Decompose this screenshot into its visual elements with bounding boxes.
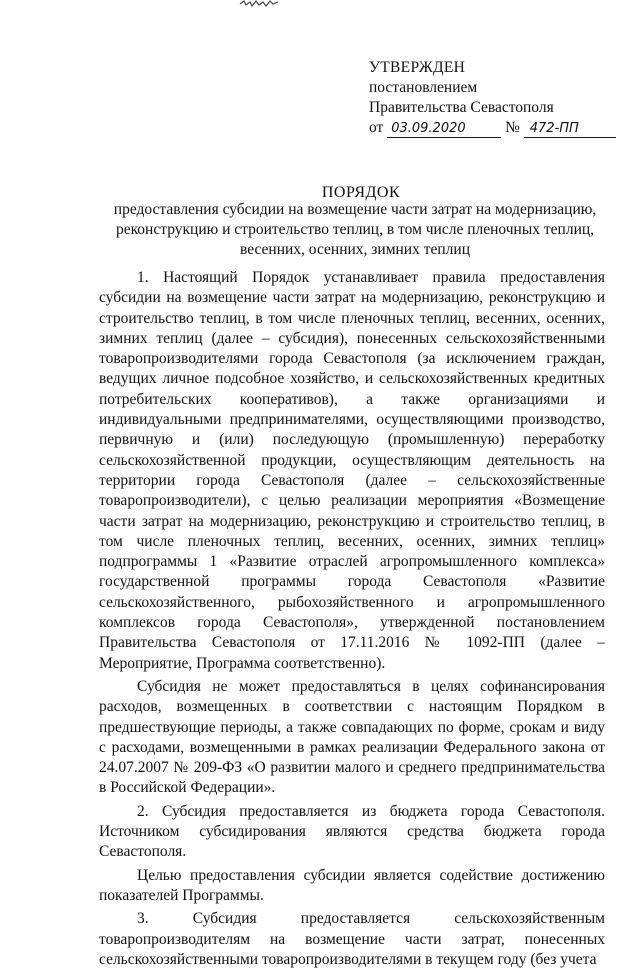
approval-date-line	[369, 118, 619, 138]
paragraph: Субсидия не может предоставляться в целях софинансирования расходов, возмещенных в соответствии с настоящим Порядком в предшествующие периоды, а также совпадающих по форме, срокам и виду с расходами, возмещенными в рамках реализации Федерального закона от 24.07.2007 № 209-ФЗ «О развитии малого и среднего предпринимательства в Российской Федерации».	[99, 677, 605, 797]
approval-line-2: Правительства Севастополя	[369, 99, 554, 116]
approval-line-1: постановлением	[369, 79, 478, 96]
document-body	[99, 268, 605, 973]
paragraph: 1. Настоящий Порядок устанавливает правила предоставления субсидии на возмещение части затрат на модернизацию, реконструкцию и строительство теплиц, в том числе пленочных теплиц, весенних, осенних, зимних теплиц (далее – субсидия), понесенных сельскохозяйственными товаропроизводителями города Севастополя (за исключением граждан, ведущих личное подсобное хозяйство, и сельскохозяйственных кредитных потребительских кооперативов), а также организациями и индивидуальными предпринимателями, осуществляющими производство, первичную и (или) последующую (промышленную) переработку сельскохозяйственной продукции, осуществляющим деятельность на территории города Севастополя (далее – сельскохозяйственные товаропроизводители), с целью реализации мероприятия «Возмещение части затрат на модернизацию, реконструкцию и строительство теплиц, в том числе пленочных теплиц, весенних, осенних, зимних теплиц» подпрограммы 1 «Развитие отраслей агропромышленного комплекса» государственной программы города Севастополя «Развитие сельскохозяйственного, рыбохозяйственного и агропромышленного комплексов города Севастополя», утвержденной постановлением Правительства Севастополя от 17.11.2016 № 1092-ПП (далее – Мероприятие, Программа соответственно).	[99, 269, 605, 672]
approval-title: УТВЕРЖДЕН	[369, 59, 466, 76]
page-edge-marks	[238, 0, 280, 7]
document-title: ПОРЯДОК	[321, 184, 401, 201]
document-subtitle: предоставления субсидии на возмещение части затрат на модернизацию, реконструкцию и строительство теплиц, в том числе пленочных теплиц, весенних, осенних, зимних теплиц	[113, 201, 597, 258]
approval-number: 472-ПП	[524, 121, 616, 138]
paragraph: 3. Субсидия предоставляется сельскохозяйственным товаропроизводителям на возмещение части затрат, понесенных сельскохозяйственными товаропроизводителями в текущем году (без учета	[99, 910, 605, 968]
approval-stamp	[369, 58, 619, 138]
date-prefix: от	[369, 119, 384, 136]
paragraph: Целью предоставления субсидии является содействие достижению показателей Программы.	[99, 866, 605, 904]
number-prefix: №	[505, 119, 520, 136]
approval-date: 03.09.2020	[387, 121, 501, 138]
paragraph: 2. Субсидия предоставляется из бюджета города Севастополя. Источником субсидирования являются средства бюджета города Севастополя.	[99, 802, 605, 861]
